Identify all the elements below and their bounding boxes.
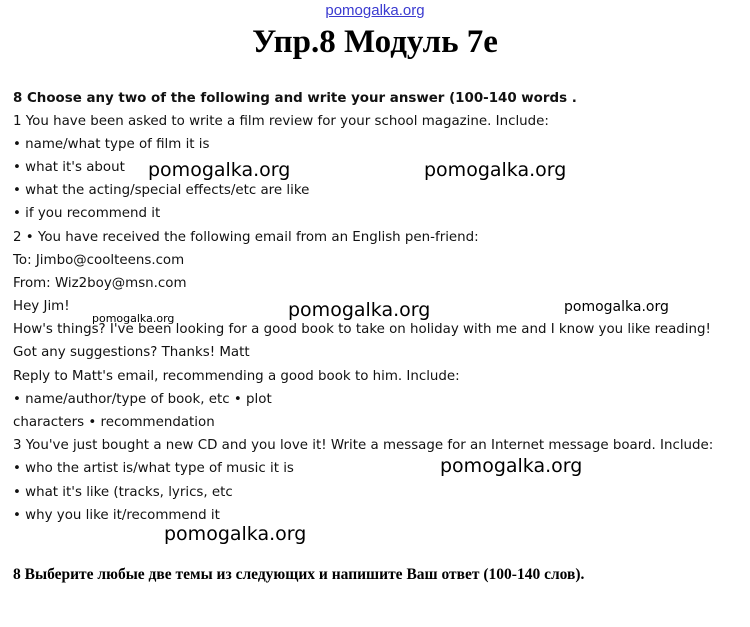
email-to: To: Jimbo@coolteens.com xyxy=(13,253,185,268)
email-body: How's things? I've been looking for a good book to take on holiday with me and I know you like reading! xyxy=(13,322,711,337)
task-3-bullet: • who the artist is/what type of music it is xyxy=(13,461,294,476)
task-2-intro: 2 • You have received the following email from an English pen-friend: xyxy=(13,230,479,245)
watermark: pomogalka.org xyxy=(440,455,583,477)
watermark: pomogalka.org xyxy=(288,299,431,321)
task-3-bullet: • what it's like (tracks, lyrics, etc xyxy=(13,485,233,500)
exercise-heading: 8 Choose any two of the following and write your answer (100-140 words . xyxy=(13,91,577,106)
watermark: pomogalka.org xyxy=(564,299,669,315)
watermark: pomogalka.org xyxy=(424,159,567,181)
task-1-intro: 1 You have been asked to write a film review for your school magazine. Include: xyxy=(13,114,549,129)
page-title: Упр.8 Модуль 7е xyxy=(252,24,498,60)
russian-heading: 8 Выберите любые две темы из следующих и напишите Ваш ответ (100-140 слов). xyxy=(13,566,585,583)
watermark: pomogalka.org xyxy=(92,312,175,325)
task-2-instruction: Reply to Matt's email, recommending a good book to him. Include: xyxy=(13,369,460,384)
email-body: Got any suggestions? Thanks! Matt xyxy=(13,345,250,360)
email-from: From: Wiz2boy@msn.com xyxy=(13,276,187,291)
watermark: pomogalka.org xyxy=(148,159,291,181)
task-1-bullet: • name/what type of film it is xyxy=(13,137,210,152)
task-2-bullet: • name/author/type of book, etc • plot xyxy=(13,392,272,407)
email-greeting: Hey Jim! xyxy=(13,299,70,314)
watermark: pomogalka.org xyxy=(164,523,307,545)
task-1-bullet: • what it's about xyxy=(13,160,125,175)
site-link[interactable]: pomogalka.org xyxy=(325,2,425,19)
task-3-intro: 3 You've just bought a new CD and you love it! Write a message for an Internet message board. Include: xyxy=(13,438,714,453)
task-1-bullet: • what the acting/special effects/etc are like xyxy=(13,183,310,198)
task-3-bullet: • why you like it/recommend it xyxy=(13,508,220,523)
task-1-bullet: • if you recommend it xyxy=(13,206,161,221)
task-2-bullet: characters • recommendation xyxy=(13,415,215,430)
